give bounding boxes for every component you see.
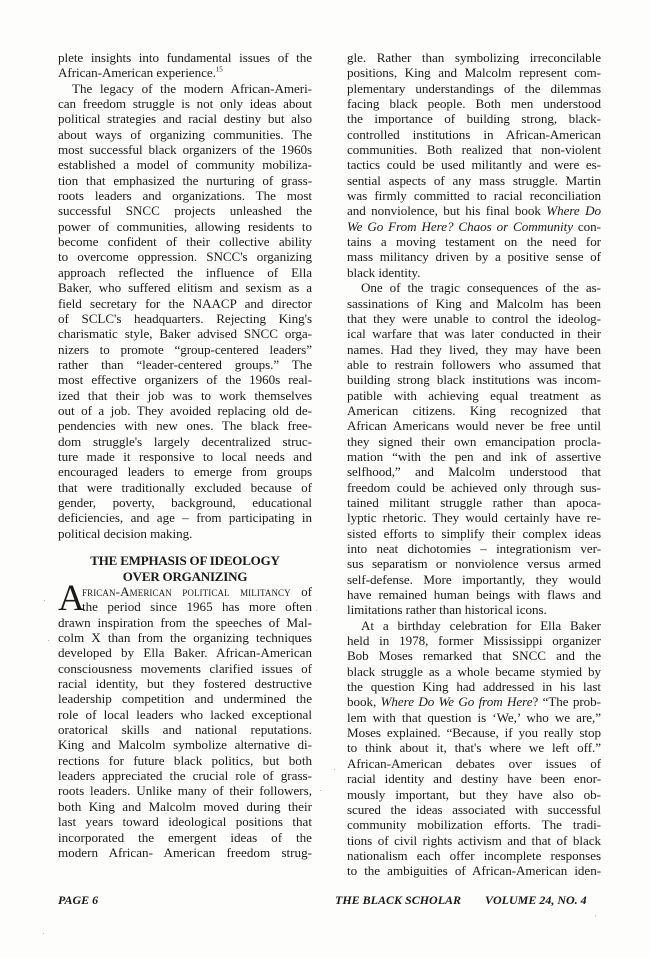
- text-line: incorporated the emergent ideas of the: [58, 829, 312, 845]
- scan-speck: [316, 610, 317, 611]
- text-line: sus separatism or nonviolence versus armed: [347, 556, 601, 572]
- section-paragraph: [58, 578, 312, 860]
- text-line: the importance of building strong, black-: [347, 111, 601, 127]
- text-line: most effective organizers of the 1960s real-: [58, 372, 312, 388]
- section-heading-line-2: OVER ORGANIZING: [122, 568, 248, 584]
- book-title: Where Do: [546, 203, 601, 219]
- text-line: power of communities, allowing residents to: [58, 218, 312, 234]
- text-line: most successful black organizers of the 1960s: [58, 142, 312, 158]
- text-line: the question King had addressed in his last: [347, 679, 601, 695]
- text-line: encouraged leaders to emerge from groups: [58, 464, 312, 480]
- text-line: both King and Malcolm moved during their: [58, 798, 312, 814]
- text-line: racial identity, but they fostered destructive: [58, 676, 312, 692]
- text-line: leaders appreciated the crucial role of grass-: [58, 768, 312, 784]
- text-line: political strategies and racial destiny but also: [58, 111, 312, 127]
- scan-speck: [43, 933, 44, 934]
- text-line: positions, King and Malcolm represent com-: [347, 65, 601, 81]
- text-line: African-American experience.$^{15}$: [58, 65, 223, 81]
- text-line: about ways of organizing communities. The: [58, 126, 312, 142]
- text-line: ical warfare that was later conducted in their: [347, 326, 601, 342]
- text-line: Bob Moses remarked that SNCC and the: [347, 648, 601, 664]
- text-line: mously important, but they have also ob-: [347, 786, 601, 802]
- text-line: nizers to promote “group-centered leaders”: [58, 341, 312, 357]
- text-line: leadership competition and undermined the: [58, 691, 312, 707]
- text-line: community mobilization efforts. The tradi-: [347, 817, 601, 833]
- text-line: plementary understandings of the dilemmas: [347, 80, 601, 96]
- text-line: ture made it responsive to local needs and: [58, 448, 312, 464]
- text-line: charismatic style, Baker advised SNCC orga-: [58, 326, 312, 342]
- text-line: Moses explained. “Because, if you really stop: [347, 725, 601, 741]
- text-line: drawn inspiration from the speeches of Mal-: [58, 614, 312, 630]
- text-line: selfhood,” and Malcolm understood that: [347, 464, 601, 480]
- text-line: tion that emphasized the nurturing of grass-: [58, 172, 312, 188]
- text-line: lem with that question is ‘We,’ who we are,”: [347, 709, 601, 725]
- text-line: modern African- American freedom strug-: [58, 844, 312, 860]
- text-line: book, Where Do We Go from Here? “The prob-: [347, 694, 601, 710]
- footer-journal-name: THE BLACK SCHOLAR: [335, 893, 462, 907]
- text-line: tained militant struggle rather than apoca-: [347, 494, 601, 510]
- text-line: The legacy of the modern African-Ameri-: [72, 80, 312, 96]
- text-line: sential aspects of any mass struggle. Martin: [347, 172, 601, 188]
- text-line: rather than “leader-centered groups.” The: [58, 356, 312, 372]
- scan-speck: [48, 640, 49, 641]
- section-heading: [58, 553, 312, 584]
- text-line: Baker, who suffered elitism and sexism as a: [58, 280, 312, 296]
- footer-page-number: PAGE 6: [58, 893, 99, 907]
- text-line: to the ambiguities of African-American iden-: [347, 863, 601, 879]
- text-line: into neat dichotomies – integrationism ver-: [347, 541, 601, 556]
- text-line: of SCLC's headquarters. Rejecting King's: [58, 310, 312, 326]
- text-line: nationalism each offer incomplete responses: [347, 847, 601, 863]
- text-line: We Go From Here? Chaos or Community con-: [347, 218, 601, 234]
- text-line: sassinations of King and Malcolm has been: [347, 295, 601, 311]
- footnote-ref: 15: [215, 65, 223, 74]
- text-line: frican-American political militancy of: [82, 584, 312, 599]
- text-line: oratorical skills and national reputations.: [58, 722, 312, 738]
- text-line: roots leaders and organizations. The most: [58, 188, 312, 204]
- text-line: approach reflected the influence of Ella: [58, 264, 312, 280]
- text-line: that were traditionally excluded because of: [58, 479, 312, 495]
- section-heading-line-1: THE EMPHASIS OF IDEOLOGY: [90, 553, 280, 568]
- text-line: King and Malcolm symbolize alternative di-: [58, 737, 312, 753]
- text-line: that they were unable to control the ideolog-: [347, 310, 601, 326]
- text-line: able to restrain followers who assumed that: [347, 356, 601, 372]
- text-line: deficiencies, and age – from participating in: [58, 510, 312, 526]
- text-line: mation “with the pen and ink of assertive: [347, 448, 601, 464]
- text-line: colm X than from the organizing techniques: [58, 630, 312, 646]
- text-line: they signed their own emancipation procla-: [347, 433, 601, 449]
- text-line: become confident of their collective ability: [58, 234, 312, 250]
- text-line: gender, poverty, background, educational: [58, 494, 312, 510]
- book-title: We Go From Here? Chaos or Community: [347, 218, 573, 234]
- text-line: out of a job. They avoided replacing old de-: [58, 402, 312, 418]
- text-line: limitations rather than historical icons.: [347, 602, 547, 618]
- text-line: sisted efforts to simplify their complex ideas: [347, 525, 601, 541]
- text-line: freedom could be achieved only through sus-: [347, 479, 601, 495]
- text-line: dom struggle's largely decentralized struc-: [58, 433, 312, 449]
- text-line: held in 1978, former Mississippi organizer: [347, 633, 601, 649]
- text-line: names. Had they lived, they may have been: [347, 341, 601, 357]
- text-line: developed by Ella Baker. African-American: [58, 645, 312, 661]
- text-line: self-defense. More importantly, they would: [347, 571, 601, 587]
- text-line: African-American debates over issues of: [347, 755, 601, 771]
- text-line: controlled institutions in African-American: [347, 126, 601, 142]
- text-line: rections for future black politics, but both: [58, 752, 312, 768]
- footer-volume: VOLUME 24, NO. 4: [485, 893, 587, 907]
- text-line: tions of civil rights activism and that of black: [347, 832, 601, 848]
- drop-cap: A: [58, 578, 85, 619]
- text-line: scured the ideas associated with successful: [347, 801, 601, 817]
- text-line: and nonviolence, but his final book Where Do: [347, 203, 601, 219]
- text-line: black struggle as a whole became stymied by: [347, 663, 601, 679]
- scan-speck: [334, 769, 335, 770]
- text-line: consciousness movements clarified issues of: [58, 660, 312, 676]
- text-line: building strong black institutions was incom-: [347, 372, 601, 388]
- text-line: patible with achieving equal treatment as: [347, 387, 601, 403]
- text-line: to overcome oppression. SNCC's organizing: [58, 249, 312, 265]
- scan-speck: [595, 915, 596, 916]
- text-line: was firmly committed to racial reconciliation: [347, 188, 601, 204]
- text-line: tactics could be used militantly and were es-: [347, 157, 601, 173]
- text-line: tains a moving testament on the need for: [347, 234, 601, 250]
- text-line: established a model of community mobiliza-: [58, 157, 312, 173]
- text-line: plete insights into fundamental issues of the: [58, 50, 312, 65]
- right-column: [347, 50, 601, 879]
- text-line: gle. Rather than symbolizing irreconcilable: [347, 50, 601, 65]
- text-line: the period since 1965 has more often: [82, 599, 312, 615]
- text-line: ized that their job was to work themselves: [58, 387, 312, 403]
- text-line: mass militancy driven by a positive sense of: [347, 249, 601, 265]
- text-line: have remained human beings with flaws and: [347, 587, 601, 603]
- text-line: black identity.: [347, 264, 421, 280]
- text-line: successful SNCC projects unleashed the: [58, 203, 312, 219]
- text-line: racial identity and destiny have been enor-: [347, 771, 601, 787]
- text-line: pendencies with new ones. The black free-: [58, 418, 312, 434]
- text-line: American citizens. King recognized that: [347, 402, 601, 418]
- text-line: last years toward ideological positions that: [58, 814, 312, 830]
- scan-speck: [44, 600, 45, 601]
- text-line: lyptic rhetoric. They would certainly have re-: [347, 510, 601, 526]
- text-line: roots leaders. Unlike many of their followers,: [58, 783, 312, 799]
- text-line: One of the tragic consequences of the as-: [361, 280, 601, 296]
- left-column: [58, 50, 312, 541]
- text-line: political decision making.: [58, 525, 193, 541]
- text-line: At a birthday celebration for Ella Baker: [361, 617, 601, 633]
- text-line: African Americans would never be free until: [347, 418, 601, 434]
- text-line: communities. Both realized that non-violent: [347, 142, 601, 158]
- text-line: to think about it, that's where we left off.”: [347, 740, 601, 756]
- text-line: can freedom struggle is not only ideas about: [58, 96, 312, 112]
- text-line: role of local leaders who lacked exceptional: [58, 706, 312, 722]
- text-line: facing black people. Both men understood: [347, 96, 601, 112]
- scan-speck: [320, 790, 321, 791]
- text-line: field secretary for the NAACP and director: [58, 295, 312, 311]
- book-title: Where Do We Go from Here: [380, 694, 533, 710]
